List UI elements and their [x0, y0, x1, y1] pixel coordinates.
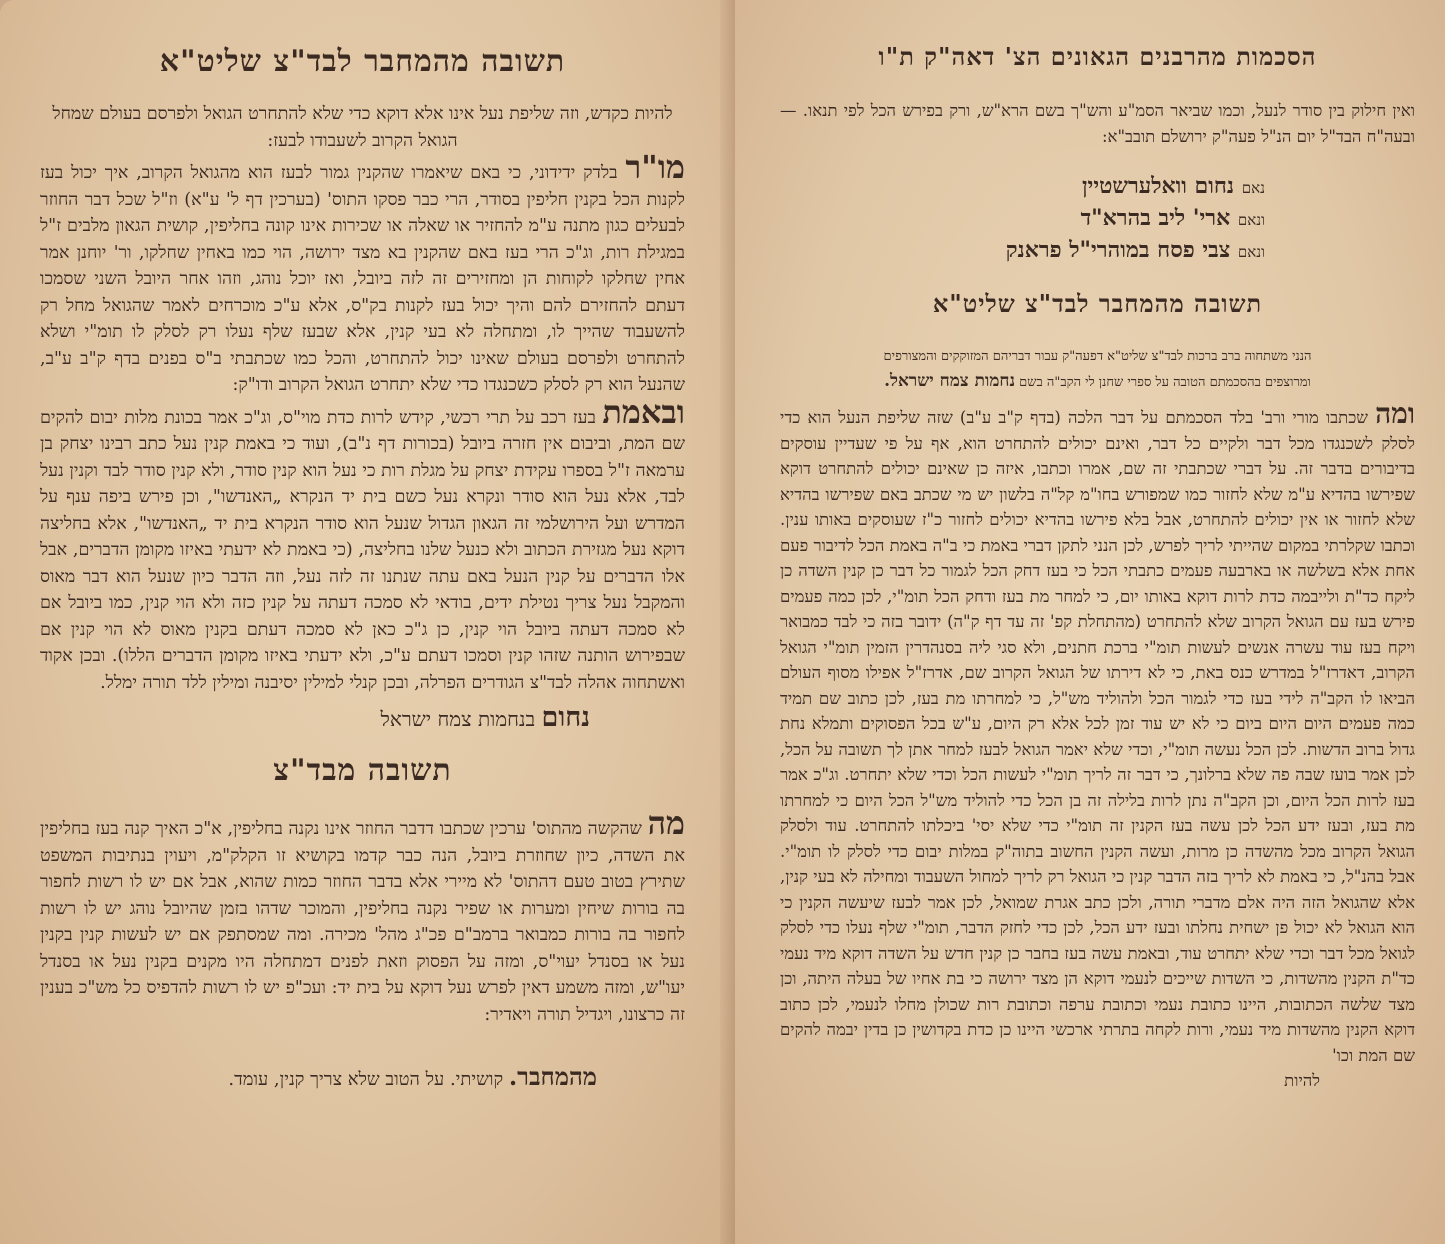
- last-word: להיות: [1284, 1071, 1320, 1090]
- paragraph: [780, 397, 1416, 1068]
- section-title: תשובה מבד"צ: [273, 753, 452, 788]
- approver-signature: [780, 235, 1265, 267]
- paragraph-lead-word: מו"ר: [625, 148, 685, 186]
- right-page: [735, 0, 1445, 1244]
- closing-text: קושיתי. על הטוב שלא צריך קנין, עומד.: [228, 1069, 504, 1090]
- continuation-text: להיות כקדש, וזה שליפת נעל אינו אלא דוקא כדי שלא להתחרט הגואל ולפרסם בעולם שמחל הגואל הקרוב לשעבודו לבעז:: [52, 104, 673, 151]
- approver-prefix: ונאם: [1237, 243, 1265, 261]
- intro-line-text: ומרוצפים בהסכמתם הטובה על ספרי שחנן לי הקב"ה בשם: [1019, 375, 1311, 390]
- paragraph-text: שהקשה מהתוס' ערכין שכתבו דדבר החוזר אינו נקנה בחליפין, א"כ האיך קנה בעז בחליפין את השדה, כיון שחוזרת ביובל, הנה כבר קדמו בקושיא זו הקלק"מ, ויעוין בנתיבות המשפט שתירץ בטוב טעם דהתוס' לא מיירי אלא בדבר החוזר כמות שהוא, אבל אם יש לו רשות לחפור בה בורות שיחין ומערות או שפיר נקנה בחליפין, והמוכר שדהו בזמן שהיובל נוהג יש לו רשות לחפור בה בורות כמבואר ברמב"ם פכ"ג מהל' מכירה. ומה שמסתפק אם יש לעשות קנין בקנין נעל או בסנדל יעוי"ס, ומזה על הפסוק וזאת לפנים דמתחלה היו מקנים בקנין נעל או בסנדל יעו"ש, ומזה משמע דאין לפרש נעל דוקא על בית יד: ועכ"פ יש לו רשות להדפיס כל מש"כ בענין זה כרצונו, ויגדיל תורה ויאדיר:: [40, 819, 685, 1025]
- signature-first-name: נחום: [541, 702, 590, 733]
- paragraph: [40, 392, 685, 697]
- approver-name: נחום וואלערשטיין: [1081, 173, 1235, 199]
- paragraph-text: בעז רכב על תרי רכשי, קידש לרות כדת מוי"ס, וג"כ אמר בכונת מלות יבום להקים שם המת, וביבום אין חזרה ביובל (בכורות דף נ"ב), ועוד כי באמת קנין נעל כתב רבינו יצחק בן ערמאה ז"ל בספרו עקידת יצחק על מגלת רות כי נעל הוא קנין סודר, ולא קנין סודר לבד וקנין נעל לבד, אלא נעל הוא סודר ונקרא נעל כשם בית יד הנקרא „האנדשו", וכן פירש ביפה ענף על המדרש ועל הירושלמי זה הגאון הגדול שנעל הוא סודר הנקרא בית יד „האנדשו", אלא בחליצה דוקא נעל מגזירת הכתוב ולא כנעל שלנו בחליצה, (כי באמת לא ידעתי באיזו מקומן הדברים, אבל אלו הדברים על קנין הנעל באם עתה שנתנו זה לזה נעל, וזה הדבר כיון שנעל הוא דבר מאוס והמקבל נעל צריך נטילת ידים, בודאי לא סמכה דעתה על קנין כזה ולא הוי קנין, כמו ביובל אם לא סמכה דעתה ביובל הוי קנין, כן ג"כ כאן לא סמכה דעתם בקנין מאוס לא הוי קנין אם שבפירוש הותנה שזהו קנין וסמכו דעתם ע"כ, ולא ידעתי באיזו מקומן הדברים הללו). ובכן אקוד ואשתחוה אהלה לבד"צ הגודרים הפרלה, ובכן קנלי למילין יסיבנה ומילין ללד תורה ימלל.: [40, 407, 685, 693]
- closing-line: [40, 1062, 685, 1092]
- approver-prefix: ונאם: [1237, 211, 1265, 229]
- approver-signature: [780, 171, 1265, 203]
- signature-rest: בנחמות צמח ישראל: [380, 707, 536, 731]
- paragraph: [40, 804, 685, 1028]
- approver-prefix: נאם: [1241, 179, 1265, 197]
- intro-line: [780, 369, 1415, 395]
- book-name: נחמות צמח ישראל.: [884, 371, 1016, 391]
- continuation-text: ואין חילוק בין סודר לנעל, וכמו שביאר הסמ"ע והש"ך בשם הרא"ש, ורק בפירש הכל לפי תנאו. —ובעה"ח הבד"ל יום הנ"ל פעה"ק ירושלם תובב"א:: [780, 101, 1415, 146]
- approver-signature: [780, 203, 1265, 235]
- paragraph-lead-word: מה: [647, 804, 685, 842]
- paragraph: [40, 148, 685, 399]
- left-page-title: תשובה מהמחבר לבד"צ שליט"א: [159, 44, 566, 79]
- approver-name: ארי' ליב בהרא"ד: [1080, 205, 1231, 231]
- paragraph-lead-word: ומה: [1375, 397, 1416, 430]
- paragraph-text: שכתבו מורי ורב' בלד הסכמתם על דבר הלכה (בדף ק"ב ע"ב) שזה שליפת הנעל הוא כדי לסלק לשכנגדו מכל דבר ולקיים כל דבר, ואינם יכולים להתחרט הוא, אף על פי שעדיין עוסקים בדיבורים בדבר זה. על דברי שכתבתי זה שם, אמרו וכתבו, איזה כן שאינם יכולים להתחרט דוקא שפירשו בהדיא ע"מ שלא לחזור כמו שמפורש בחו"מ קל"ה בלשון יש מי שכתב באם שפירשו בהדיא שלא לחזור או אין יכולים להתחרט, אבל בלא פירשו בהדיא יכולים לחזור כ"ז שעוסקים באותו ענין. וכתבו שקלרתי במקום שהייתי לריך לפרש, לכן הנני לתקן דברי באמת כי ב"ה באמת הכל לדיבור פעם אחת אלא בשלשה או בארבעה פעמים כתבתי הכל כי בעז דחק הכל לגמור כל דבר כן קנין השדה כן ליקח כד"ת ולייבמה כדת לרות דוקא באותו יום, כי למחר מת בעז ודחק הכל תומ"י, לכן כמה פעמים פירש בעז עם הגואל הקרוב שלא להתחרט (מהתחלת קפ' זה עד דף ק"ה) ידובר בזה כי לבד כמבואר ויקח בעז עוד עשרה אנשים לעשות תומ"י ברכת חתנים, ולא סגי ליה בסנהדרין הזמין תומ"י הגואל הקרוב, דאדרז"ל במדרש כנס באת, כי לא דירתו של הגואל הקרוב שם, אדרז"ל אפילו מסוף העולם הביאו לו הקב"ה לידי בעז כדי לגמור הכל ולהוליד מש"ל, כי למחרתו מת בעז, לכן כתוב שם תמיד כמה פעמים היום היום ביום כי לא יש עוד זמן לכל אלא רק היום, ע"ש בכל הפסוקים ותמלא נחת גדול ברוב הדשות. לכן הכל נעשה תומ"י, וכדי שלא יאמר הגואל לבעז למחר אתן לך תשובה על הכל, לכן אמר בועז שבה פה שלא ברלונך, כי דבר זה לריך תומ"י לעשות הכל וכדי שלא יתחרט. וג"כ אמר בעז לרות הכל היום, וכן הקב"ה נתן לרות בלילה זה בן הכל כדי להוליד מש"ל הכל היום כי למחרתו מת בעז, ובעז ידע הכל לכן עשה בעז הקנין זה תומ"י כדי שלא יסי' ביכלתו להתחרט. עוד ולסלק הגואל הקרוב מכל מהשדה כן מרות, ועשה הקנין החשוב בתוה"ק במלות יבום כדי לסלק לו תומ"י. אבל בהנ"ל, כי באמת לא לריך בזה הדבר קנין כי הגואל רק לריך למחול השעבוד ומחילה לא בעי קנין, אלא שהגואל הזה היה אלם מדברי תורה, ולכן כתב אגרת שמואל, לכן אמר לבעז שיעשה הקנין כי הוא הגואל לא יכול פן ישחית נחלתו ובעז ידע הכל, לכן כדי לחזק הדבר, תומ"י שלף נעלו כדי לסלק לגואל מכל דבר וכדי שלא יתחרט עוד, ובאמת עשה בעז בחבר כן קנין חדש על השדה דוקא מיד נעמי כד"ת הקנין מהשדות, כי השדות שייכים לנעמי דוקא הן מצד ירושה כי בת אחיו של בעלה היתה, וכן מצד שלשה הכתובות, היינו כתובת נעמי וכתובת ערפה וכתובת רות שכולן מחלו לנעמי, לכן כתוב דוקא הקנין מהשדות מיד נעמי, ורות לקחה בתרתי ארכשי היינו כן כדת בקדושין כן בדין יבמה להקים שם המת וכו': [780, 408, 1415, 1065]
- right-page-title: הסכמות מהרבנים הגאונים הצ' דאה"ק ת"ו: [878, 42, 1317, 71]
- intro-line: הנני משתחוה ברב ברכות לבד"צ שליט"א דפעה"ק עבור דבריהם המזוקקים והמצורפים: [883, 349, 1312, 364]
- closing-author: מהמחבר.: [508, 1062, 597, 1091]
- intro-text: [780, 345, 1415, 395]
- signature: [40, 702, 685, 733]
- paragraph-text: בלדק ידידוני, כי באם שיאמרו שהקנין גמור לבעז הוא מהגואל הקרוב, איך יכול בעז לקנות הכל בקנין חליפין בסודר, הרי כבר פסקו התוס' (בערכין דף ל' ע"א) וז"ל שכל דבר החוזר לבעלים כגון מתנה ע"מ להחזיר או שאלה או שכירות אינו קונה בחליפין, קושית הגאון מלבים ז"ל במגילת רות, וג"כ הרי בעז באם שהקנין בא מצד ירושה, הוי כמו באחין שחלקו, ור' יוחנן אמר אחין שחלקו לקוחות הן ומחזירים זה לזה ביובל, ואז יוכל נוהג, וזהו אחר היובל השני שסמכו דעתם להחזירם להם והיך יכול בעז לקנות בק"ס, אלא ע"כ מוכרחים לאמר שהגואל מחל רק להשעבוד שהייך לו, ומתחלה לא בעי קנין, אלא שבעז שלף נעלו רק לסלק לו תומ"י ושלא להתחרט ולפרסם בעולם שאינו יכול להתחרט, והכל כמו שכתבתי ב"ס בפנים בדף ק"ב ע"ב, שהנעל הוא רק לסלק כשכנגדו כדי שלא יתחרט הגואל הקרוב ודו"ק:: [40, 163, 685, 395]
- approver-name: צבי פסח במוהרי"ל פראנק: [1005, 237, 1231, 263]
- paragraph-lead-word: ובאמת: [602, 392, 685, 431]
- approver-signatures: [780, 171, 1415, 267]
- section-title: תשובה מהמחבר לבד"צ שליט"א: [932, 289, 1263, 318]
